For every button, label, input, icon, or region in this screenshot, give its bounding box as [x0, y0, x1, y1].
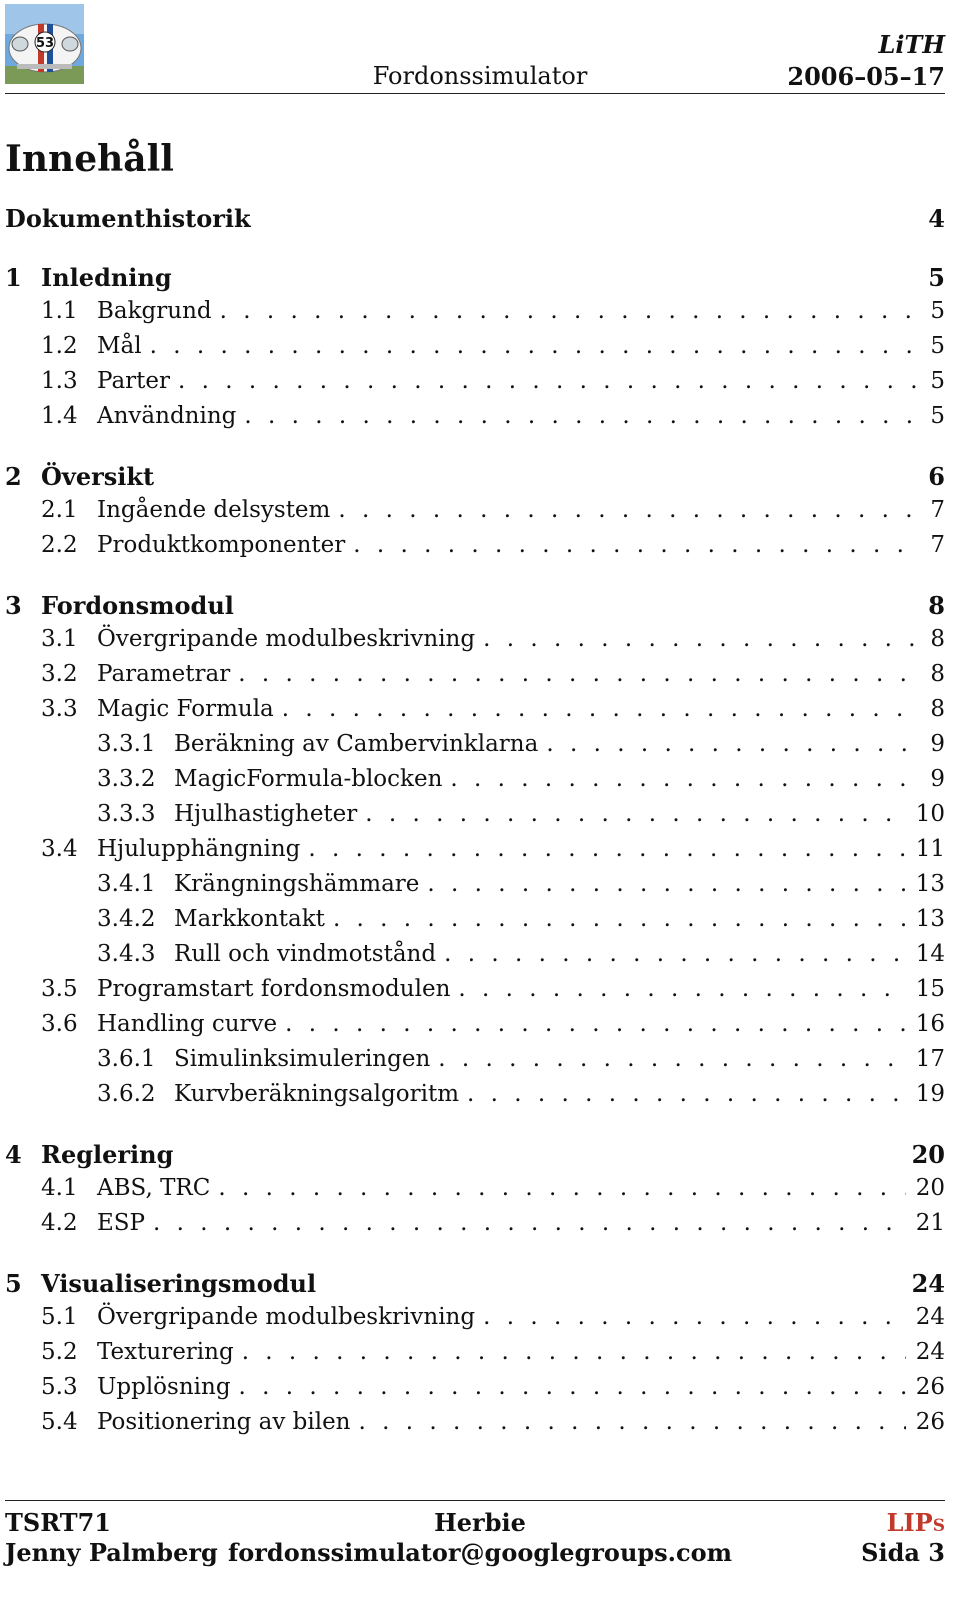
- toc-page-number: 14: [915, 941, 945, 967]
- toc-label: Ingående delsystem: [97, 497, 331, 523]
- toc-label: Texturering: [97, 1339, 234, 1365]
- toc-label: Bakgrund: [97, 298, 212, 324]
- toc-page-number: 17: [915, 1046, 945, 1072]
- toc-page-number: 24: [911, 1269, 945, 1298]
- toc-dot-leader: [353, 532, 920, 558]
- toc-number: 4.1: [41, 1175, 78, 1201]
- toc-dot-leader: [365, 801, 905, 827]
- toc-number: 3.3.2: [97, 766, 156, 792]
- footer-group: LIPs: [886, 1508, 945, 1537]
- toc-dot-leader: [467, 1081, 906, 1107]
- footer-email: fordonssimulator@googlegroups.com: [227, 1538, 733, 1567]
- footer-page: Sida 3: [861, 1538, 945, 1567]
- toc-label: Handling curve: [97, 1011, 278, 1037]
- toc-entry[interactable]: [5, 1011, 945, 1043]
- toc-label: Parter: [97, 368, 170, 394]
- toc-label: Upplösning: [97, 1374, 231, 1400]
- toc-number: 3.6.2: [97, 1081, 156, 1107]
- header-divider: [5, 93, 945, 94]
- toc-label: Rull och vindmotstånd: [174, 941, 437, 967]
- toc-label: Övergripande modulbeskrivning: [97, 626, 476, 652]
- toc-number: 3.6: [41, 1011, 78, 1037]
- toc-entry[interactable]: [5, 696, 945, 728]
- toc-number: 5.1: [41, 1304, 78, 1330]
- toc-page-number: 13: [915, 871, 945, 897]
- toc-label: ABS, TRC: [97, 1175, 211, 1201]
- toc-page-number: 5: [930, 298, 945, 324]
- toc-dot-leader: [427, 871, 905, 897]
- toc-entry[interactable]: [5, 1339, 945, 1371]
- toc-number: 3.6.1: [97, 1046, 156, 1072]
- toc-label: Kurvberäkningsalgoritm: [174, 1081, 460, 1107]
- toc-number: 1.1: [41, 298, 78, 324]
- toc-number: 5: [5, 1269, 22, 1298]
- toc-dot-leader: [242, 1339, 906, 1365]
- toc-page-number: 20: [915, 1175, 945, 1201]
- toc-label: Inledning: [41, 263, 172, 292]
- toc-entry[interactable]: [5, 1304, 945, 1336]
- toc-dot-leader: [438, 1046, 905, 1072]
- toc-page-number: 9: [930, 731, 945, 757]
- footer-author: Jenny Palmberg: [5, 1538, 218, 1567]
- toc-label: Krängningshämmare: [174, 871, 420, 897]
- toc-page-number: 6: [928, 462, 945, 491]
- toc-entry[interactable]: [5, 1081, 945, 1113]
- toc-page-number: 7: [930, 497, 945, 523]
- toc-number: 2.2: [41, 532, 78, 558]
- toc-dot-leader: [239, 1374, 906, 1400]
- toc-number: 3.2: [41, 661, 78, 687]
- toc-dot-leader: [178, 368, 920, 394]
- toc-entry[interactable]: [5, 836, 945, 868]
- toc-number: 5.3: [41, 1374, 78, 1400]
- toc-label: Magic Formula: [97, 696, 274, 722]
- toc-entry[interactable]: [5, 906, 945, 938]
- toc-chapter[interactable]: [5, 462, 945, 494]
- toc-chapter[interactable]: [5, 591, 945, 623]
- toc-dot-leader: [244, 403, 920, 429]
- toc-label: Mål: [97, 333, 142, 359]
- toc-number: 3: [5, 591, 22, 620]
- toc-chapter[interactable]: [5, 263, 945, 295]
- toc-chapter[interactable]: [5, 204, 945, 236]
- toc-dot-leader: [359, 1409, 906, 1435]
- toc-number: 3.4.2: [97, 906, 156, 932]
- toc-page-number: 26: [915, 1409, 945, 1435]
- toc-entry[interactable]: [5, 731, 945, 763]
- toc-dot-leader: [458, 976, 905, 1002]
- toc-entry[interactable]: [5, 1175, 945, 1207]
- toc-page-number: 8: [928, 591, 945, 620]
- toc-dot-leader: [308, 836, 905, 862]
- toc-label: Fordonsmodul: [41, 591, 234, 620]
- toc-label: Simulinksimuleringen: [174, 1046, 431, 1072]
- toc-dot-leader: [220, 298, 921, 324]
- toc-number: 5.4: [41, 1409, 78, 1435]
- toc-entry[interactable]: [5, 532, 945, 564]
- svg-text:53: 53: [35, 36, 55, 51]
- toc-entry[interactable]: [5, 1210, 945, 1242]
- toc-page-number: 5: [930, 333, 945, 359]
- toc-page-number: 7: [930, 532, 945, 558]
- toc-dot-leader: [546, 731, 920, 757]
- toc-page-number: 21: [915, 1210, 945, 1236]
- toc-dot-leader: [238, 661, 920, 687]
- toc-page-number: 20: [911, 1140, 945, 1169]
- toc-number: 3.3.3: [97, 801, 156, 827]
- toc-dot-leader: [285, 1011, 906, 1037]
- toc-entry[interactable]: [5, 368, 945, 400]
- toc-label: Produktkomponenter: [97, 532, 346, 558]
- toc-entry[interactable]: [5, 626, 945, 658]
- toc-page-number: 10: [915, 801, 945, 827]
- toc-chapter[interactable]: [5, 1140, 945, 1172]
- toc-number: 1.3: [41, 368, 78, 394]
- toc-number: 1.4: [41, 403, 78, 429]
- toc-entry[interactable]: [5, 941, 945, 973]
- toc-label: Parametrar: [97, 661, 231, 687]
- footer-project: Herbie: [434, 1508, 526, 1537]
- toc-label: Visualiseringsmodul: [41, 1269, 317, 1298]
- toc-label: Hjulupphängning: [97, 836, 301, 862]
- toc-label: Markkontakt: [174, 906, 325, 932]
- toc-entry[interactable]: [5, 333, 945, 365]
- toc-number: 3.3.1: [97, 731, 156, 757]
- toc-dot-leader: [333, 906, 906, 932]
- toc-entry[interactable]: [5, 1409, 945, 1441]
- toc-page-number: 5: [928, 263, 945, 292]
- toc-page-number: 8: [930, 696, 945, 722]
- toc-dot-leader: [153, 1210, 906, 1236]
- toc-entry[interactable]: [5, 298, 945, 330]
- toc-number: 3.3: [41, 696, 78, 722]
- toc-dot-leader: [282, 696, 921, 722]
- toc-dot-leader: [338, 497, 920, 523]
- toc-page-number: 5: [930, 368, 945, 394]
- toc-number: 3.4.1: [97, 871, 156, 897]
- toc-entry[interactable]: [5, 403, 945, 435]
- toc-number: 4: [5, 1140, 22, 1169]
- toc-number: 1.2: [41, 333, 78, 359]
- toc-label: Reglering: [41, 1140, 174, 1169]
- toc-page-number: 8: [930, 661, 945, 687]
- header-institution: LiTH: [878, 30, 945, 59]
- footer-divider: [5, 1500, 945, 1501]
- toc-number: 2.1: [41, 497, 78, 523]
- toc-dot-leader: [150, 333, 921, 359]
- toc-entry[interactable]: [5, 801, 945, 833]
- toc-label: ESP: [97, 1210, 146, 1236]
- toc-entry[interactable]: [5, 766, 945, 798]
- header-date: 2006–05–17: [787, 62, 945, 91]
- footer-course: TSRT71: [5, 1508, 111, 1537]
- toc-number: 2: [5, 462, 22, 491]
- toc-dot-leader: [444, 941, 906, 967]
- toc-label: Dokumenthistorik: [5, 204, 251, 233]
- toc-label: Översikt: [41, 462, 155, 491]
- toc-page-number: 13: [915, 906, 945, 932]
- toc-page-number: 16: [915, 1011, 945, 1037]
- toc-number: 3.4.3: [97, 941, 156, 967]
- toc-dot-leader: [483, 1304, 906, 1330]
- toc-page-number: 26: [915, 1374, 945, 1400]
- toc-entry[interactable]: [5, 1374, 945, 1406]
- toc-page-number: 24: [915, 1339, 945, 1365]
- toc-page-number: 11: [915, 836, 945, 862]
- toc-label: Övergripande modulbeskrivning: [97, 1304, 476, 1330]
- toc-label: Användning: [97, 403, 237, 429]
- toc-dot-leader: [483, 626, 920, 652]
- toc-label: Programstart fordonsmodulen: [97, 976, 451, 1002]
- toc-number: 1: [5, 263, 22, 292]
- header-title: Fordonssimulator: [372, 62, 588, 90]
- toc-page-number: 24: [915, 1304, 945, 1330]
- toc-number: 4.2: [41, 1210, 78, 1236]
- toc-page-number: 8: [930, 626, 945, 652]
- toc-entry[interactable]: [5, 661, 945, 693]
- toc-number: 5.2: [41, 1339, 78, 1365]
- toc-label: Beräkning av Cambervinklarna: [174, 731, 539, 757]
- toc-page-number: 19: [915, 1081, 945, 1107]
- toc-number: 3.1: [41, 626, 78, 652]
- toc-page-number: 15: [915, 976, 945, 1002]
- toc-label: MagicFormula-blocken: [174, 766, 443, 792]
- toc-number: 3.4: [41, 836, 78, 862]
- toc-page-number: 5: [930, 403, 945, 429]
- toc-entry[interactable]: [5, 1046, 945, 1078]
- toc-title: Innehåll: [5, 138, 174, 180]
- toc-entry[interactable]: [5, 871, 945, 903]
- toc-entry[interactable]: [5, 497, 945, 529]
- toc-label: Hjulhastigheter: [174, 801, 358, 827]
- toc-dot-leader: [450, 766, 920, 792]
- toc-dot-leader: [218, 1175, 905, 1201]
- toc-chapter[interactable]: [5, 1269, 945, 1301]
- toc-entry[interactable]: [5, 976, 945, 1008]
- toc-page-number: 9: [930, 766, 945, 792]
- toc-label: Positionering av bilen: [97, 1409, 351, 1435]
- toc-page-number: 4: [928, 204, 945, 233]
- toc-number: 3.5: [41, 976, 78, 1002]
